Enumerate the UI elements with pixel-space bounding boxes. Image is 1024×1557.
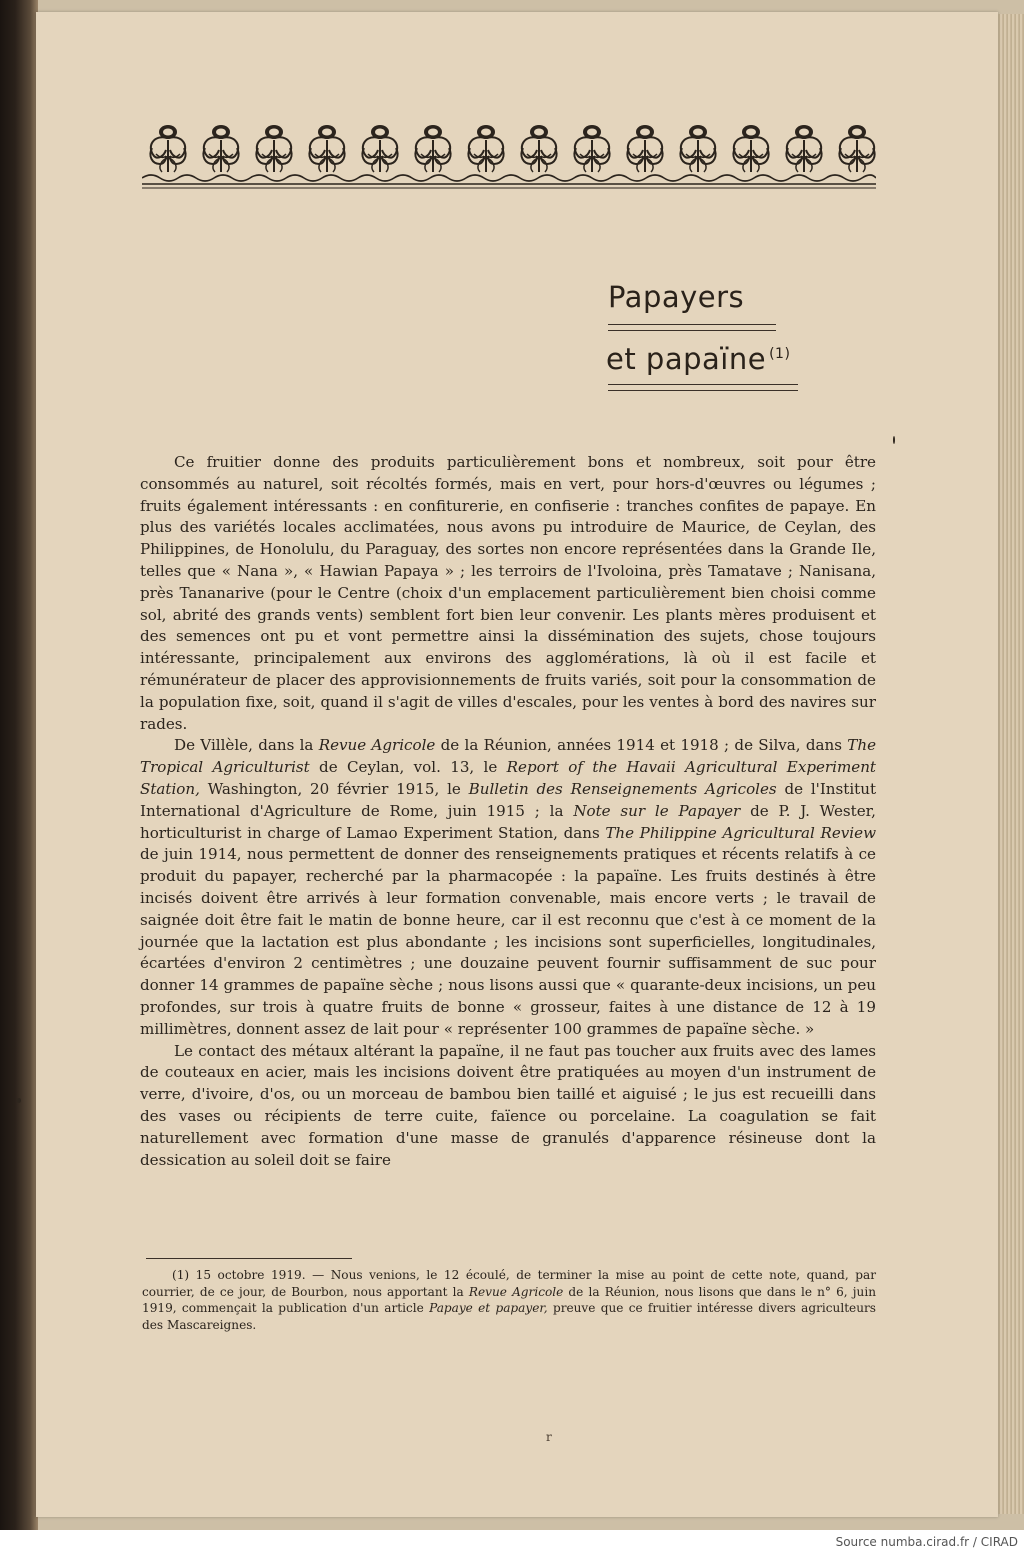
source-credit: Source numba.cirad.fr / CIRAD [835,1535,1018,1549]
paragraph-2 [140,735,876,1040]
title-line-2-text: et papaïne [606,342,767,376]
footnote-separator [146,1258,352,1259]
floral-ornament-band [142,120,876,192]
scan-speck [893,436,895,444]
text-run: de juin 1914, nous permettent de donner des renseignements pratiques et récents relatifs à ce produit du papayer, recherché par la pharmacopée : la papaïne. Les fruits destinés à être incisés doivent être arrivés à leur formation convenable, mais encore verts ; le travail de saignée doit être fait le matin de bonne heure, car il est reconnu que c'est à ce moment de la journée que la lactation est plus abondante ; les incisions sont superficielles, longitudinales, écartées d'environ 2 centimètres ; une douzaine peuvent fournir suffisamment de suc pour donner 14 grammes de papaïne sèche ; nous lisons aussi que « quarante-deux incisions, un peu profondes, sur trois à quatre fruits de bonne « grosseur, faites à une distance de 12 à 19 millimètres, donnent assez de lait pour « représenter 100 grammes de papaïne sèche. » [140,845,876,1038]
paragraph-1 [140,452,876,735]
italic-text-run: Report of the Havaii Agricultural Experiment Station, [140,758,876,798]
scan-speck [17,1098,21,1103]
page-edges [996,14,1024,1514]
page-mark: r [546,1430,552,1444]
text-run: de Ceylan, vol. 13, le [309,758,507,777]
title-footnote-ref: (1) [769,346,791,363]
italic-text-run: Revue Agricole [318,736,436,755]
text-run: de P. J. Wester, horticulturist in charge of Lamao Experiment Station, dans [140,801,876,842]
text-run: (1) 15 octobre 1919. — Nous venions, le 12 écoulé, de terminer la mise au point de cette note, quand, par courrier, de ce jour, de Bourbon, nous apportant la [142,1268,876,1299]
text-run: de la Réunion, nous lisons que dans le n° 6, juin 1919, commençait la publication d'un article [142,1284,876,1315]
text-run: preuve que ce fruitier intéresse divers agriculteurs des Mascareignes. [142,1301,876,1332]
italic-text-run: The Tropical Agriculturist [140,736,877,777]
text-run: Ce fruitier donne des produits particulièrement bons et nombreux, soit pour être consommés au naturel, soit récoltés formés, mais en vert, pour hors-d'œuvres ou légumes ; fruits également intéressants : en confiturerie, en confiserie : tranches confites de papaye. En plus des variétés locales acclimatées, nous avons pu introduire de Maurice, de Ceylan, des Philippines, de Honolulu, du Paraguay, des sortes non encore représentées dans la Grande Ile, telles que « Nana », « Hawian Papaya » ; les terroirs de l'Ivoloina, près Tamatave ; Nanisana, près Tananarive (pour le Centre (choix d'un emplacement particulièrement bien choisi comme sol, abrité des grands vents) semblent fort bien leur convenir. Les plants mères produisent et des semences ont pu et vont permettre ainsi la dissémination des sujets, chose toujours intéressante, principalement aux environs des agglomérations, là où il est facile et rémunérateur de placer des approvisionnements de fruits variés, soit pour la consommation de la population fixe, soit, quand il s'agit de villes d'escales, pour les ventes à bord des navires sur rades. [140,453,876,733]
footnote [142,1267,876,1333]
text-run: Washington, 20 février 1915, le [199,779,469,798]
text-run: de la Réunion, années 1914 et 1918 ; de Silva, dans [435,736,848,755]
italic-text-run: Papaye et papayer, [429,1301,548,1315]
italic-text-run: Bulletin des Renseignements Agricoles [468,779,777,798]
book-binding [0,0,38,1530]
italic-text-run: The Philippine Agricultural Review [605,823,876,842]
text-run: Le contact des métaux altérant la papaïne, il ne faut pas toucher aux fruits avec des lames de couteaux en acier, mais les incisions doivent être pratiquées au moyen d'un instrument de verre, d'ivoire, d'os, ou un morceau de bambou bien taillé et aiguisé ; le jus est recueilli dans des vases ou récipients de terre cuite, faïence ou porcelaine. La coagulation se fait naturellement avec formation d'une masse de granulés d'apparence résineuse dont la dessication au soleil doit se faire [140,1041,876,1169]
paragraph-3 [140,1041,876,1172]
italic-text-run: Revue Agricole [468,1284,564,1299]
italic-text-run: Note sur le Papayer [573,801,741,820]
article-body [140,452,876,1171]
title-line-1: Papayers [608,280,745,314]
title-rule-2 [608,384,798,391]
title-rule-1 [608,324,776,331]
title-line-2 [606,342,790,376]
text-run: de l'Institut International d'Agriculture de Rome, juin 1915 ; la [140,779,877,820]
text-run: De Villèle, dans la [174,736,319,755]
footnote-text [142,1267,876,1333]
